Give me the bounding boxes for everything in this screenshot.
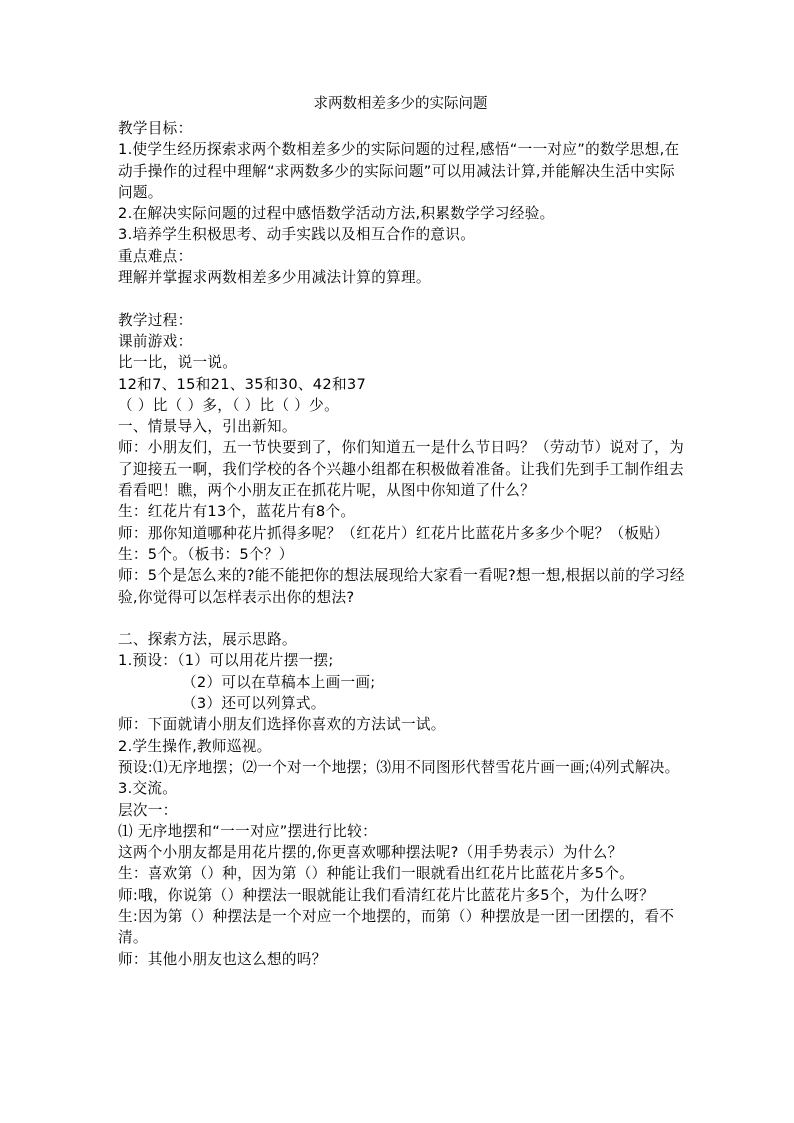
paragraph: 比一比，说一说。 (118, 354, 238, 372)
section-heading: 二、探索方法，展示思路。 (118, 631, 297, 649)
paragraph: 12和7、15和21、35和30、42和37 (118, 375, 367, 393)
paragraph: 师：那你知道哪种花片抓得多呢？（红花片）红花片比蓝花片多多少个呢？（板贴） (118, 524, 670, 542)
paragraph: 理解并掌握求两数相差多少用减法计算的算理。 (118, 269, 431, 287)
paragraph: 师:哦，你说第（）种摆法一眼就能让我们看清红花片比蓝花片多5个，为什么呀？ (118, 886, 655, 904)
paragraph: ⑴ 无序地摆和“一一对应”摆进行比较： (118, 822, 377, 840)
paragraph: （2）可以在草稿本上画一画; (182, 673, 376, 691)
paragraph: 课前游戏： (118, 332, 193, 350)
paragraph: （3）还可以列算式。 (182, 695, 326, 713)
blank-line (118, 608, 686, 629)
paragraph: 3.交流。 (118, 780, 178, 798)
paragraph: 2.在解决实际问题的过程中感悟数学活动方法,积累数学学习经验。 (118, 205, 555, 223)
paragraph: 层次一： (118, 801, 178, 819)
paragraph: 生：5个。（板书：5个？） (118, 545, 294, 563)
paragraph: 师：5个是怎么来的?能不能把你的想法展现给大家看一看呢?想一想,根据以前的学习经验,你觉得可以怎样表示出你的想法? (118, 567, 685, 606)
paragraph: 生:因为第（）种摆法是一个对应一个地摆的，而第（）种摆放是一团一团摆的，看不清。 (118, 907, 675, 947)
paragraph: 师：小朋友们，五一节快要到了，你们知道五一是什么节日吗？（劳动节）说对了，为了迎接五一啊，我们学校的各个兴趣小组都在积极做着准备。让我们先到手工制作组去看看吧！瞧，两个小朋友正在抓花片呢，从图中你知道了什么？ (118, 439, 684, 500)
section-heading: 一、情景导入，引出新知。 (118, 418, 297, 436)
paragraph: 生：喜欢第（）种，因为第（）种能让我们一眼就看出红花片比蓝花片多5个。 (118, 865, 634, 883)
paragraph: 教学目标： (118, 120, 193, 137)
paragraph: 生：红花片有13个，蓝花片有8个。 (118, 503, 356, 521)
paragraph: 师：下面就请小朋友们选择你喜欢的方法试一试。 (118, 716, 446, 734)
document-body (118, 118, 686, 970)
blank-line (118, 288, 686, 309)
paragraph: 预设:⑴无序地摆；⑵一个对一个地摆；⑶用不同图形代替雪花片画一画;⑷列式解决。 (118, 758, 680, 776)
document-title: 求两数相差多少的实际问题 (313, 96, 488, 112)
paragraph: 师：其他小朋友也这么想的吗？ (118, 950, 327, 968)
paragraph: 重点难点： (118, 247, 193, 265)
paragraph: 2.学生操作,教师巡视。 (118, 737, 272, 755)
paragraph: 1.使学生经历探索求两个数相差多少的实际问题的过程,感悟“一一对应”的数学思想,在动手操作的过程中理解“求两数多少的实际问题”可以用减法计算,并能解决生活中实际问题。 (118, 141, 680, 201)
paragraph: 这两个小朋友都是用花片摆的,你更喜欢哪种摆法呢?（用手势表示）为什么？ (118, 844, 623, 862)
paragraph: 教学过程： (118, 311, 193, 329)
paragraph: 1.预设：（1）可以用花片摆一摆; (118, 652, 334, 670)
paragraph: （ ）比（ ）多，（ ）比（ ）少。 (118, 396, 339, 414)
paragraph: 3.培养学生积极思考、动手实践以及相互合作的意识。 (118, 226, 476, 244)
